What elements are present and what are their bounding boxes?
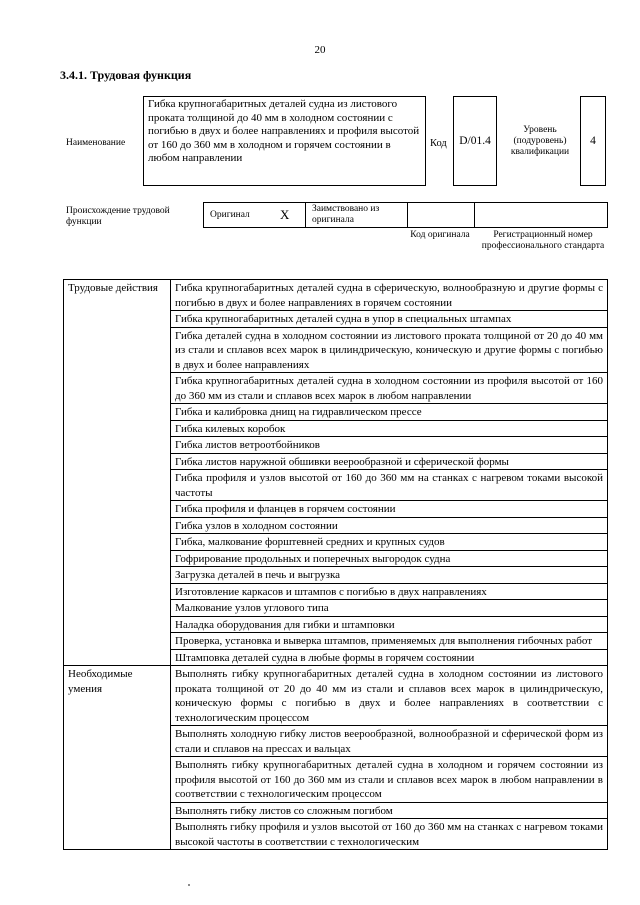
item-cell: Выполнять гибку листов со сложным погибом — [171, 802, 608, 819]
item-cell: Гибка и калибровка днищ на гидравлическом прессе — [171, 404, 608, 421]
section-title-cell: Трудовые действия — [64, 280, 171, 666]
item-cell: Гибка крупногабаритных деталей судна в сферическую, волнообразную и другие формы с погибью в двух и более направлениях в горячем состоянии — [171, 280, 608, 311]
function-name-box — [143, 96, 426, 186]
item-cell: Выполнять холодную гибку листов веерообразной, волнообразной и сферической форм из стали и сплавов на прессах и вальцах — [171, 726, 608, 757]
item-cell: Проверка, установка и выверка штампов, применяемых для выполнения гибочных работ — [171, 633, 608, 650]
level-value-box — [580, 96, 606, 186]
reg-number-label — [478, 230, 608, 252]
original-label: Оригинал — [210, 210, 250, 220]
code-original-label — [405, 230, 475, 241]
origin-divider-2 — [407, 202, 408, 228]
origin-divider-3 — [474, 202, 475, 228]
origin-table — [203, 202, 608, 228]
item-cell: Изготовление каркасов и штампов с погибью в двух направлениях — [171, 583, 608, 600]
code-value: D/01.4 — [459, 135, 491, 147]
functions-table — [63, 279, 608, 850]
item-cell: Гибка, малкование форштевней средних и крупных судов — [171, 534, 608, 551]
item-cell: Выполнять гибку крупногабаритных деталей судна в холодном и горячем состоянии из профиля высотой от 160 до 360 мм из стали и сплавов всех марок в любом направлении в соответствии с технологическим процессом — [171, 757, 608, 803]
item-cell: Гибка крупногабаритных деталей судна в упор в специальных штампах — [171, 311, 608, 328]
name-label: Наименование — [66, 138, 126, 148]
level-label-text: Уровень (подуровень) квалификации — [510, 124, 570, 157]
item-cell: Гибка крупногабаритных деталей судна в холодном состоянии из профиля высотой от 160 до 360 мм из стали и сплавов всех марок в любом направлении — [171, 373, 608, 404]
function-name-text: Гибка крупногабаритных деталей судна из листового проката толщиной до 40 мм в холодном состоянии с погибью в двух и более направлениях и профиля высотой от 160 до 360 мм в холодном и горячем состоянии в любом направлении — [148, 98, 420, 165]
page-number: 20 — [314, 44, 326, 56]
item-cell: Загрузка деталей в печь и выгрузка — [171, 567, 608, 584]
scan-dot — [188, 884, 190, 886]
item-cell: Наладка оборудования для гибки и штамповки — [171, 616, 608, 633]
item-cell: Гибка килевых коробок — [171, 420, 608, 437]
section-title-cell: Необходимые умения — [64, 666, 171, 850]
table-row — [64, 666, 608, 726]
item-cell: Выполнять гибку крупногабаритных деталей судна в холодном состоянии из листового проката толщиной от 20 до 40 мм из стали и сплавов всех марок в цилиндрическую, коническую формы с погибью в двух и более направлениях в соответствии с технологическим процессом — [171, 666, 608, 726]
original-mark: X — [280, 207, 290, 222]
section-title: 3.4.1. Трудовая функция — [60, 68, 192, 82]
item-cell: Выполнять гибку профиля и узлов высотой от 160 до 360 мм на станках с нагревом токами высокой частоты в соответствии с технологическим — [171, 819, 608, 850]
item-cell: Гибка деталей судна в холодном состоянии из листового проката толщиной от 20 до 40 мм из стали и сплавов всех марок в цилиндрическую, коническую и другие формы с погибью в двух и более направлениях — [171, 327, 608, 373]
origin-divider-1 — [305, 202, 306, 228]
item-cell: Гибка профиля и узлов высотой от 160 до 360 мм на станках с нагревом токами высокой частоты — [171, 470, 608, 501]
code-value-box — [453, 96, 497, 186]
reg-number-text: Регистрационный номер профессионального стандарта — [481, 230, 605, 251]
item-cell: Гибка узлов в холодном состоянии — [171, 517, 608, 534]
code-label: Код — [430, 138, 447, 149]
origin-label: Происхождение трудовой функции — [66, 206, 170, 227]
borrowed-label: Заимствовано из оригинала — [312, 204, 380, 225]
item-cell: Гибка листов наружной обшивки веерообразной и сферической формы — [171, 453, 608, 470]
code-original-text: Код оригинала — [410, 230, 470, 240]
level-label — [500, 121, 580, 161]
item-cell: Гофрирование продольных и поперечных выгородок судна — [171, 550, 608, 567]
item-cell: Штамповка деталей судна в любые формы в горячем состоянии — [171, 649, 608, 666]
item-cell: Малкование узлов углового типа — [171, 600, 608, 617]
item-cell: Гибка листов ветроотбойников — [171, 437, 608, 454]
item-cell: Гибка профиля и фланцев в горячем состоянии — [171, 501, 608, 518]
level-value: 4 — [590, 135, 596, 147]
table-row — [64, 280, 608, 311]
